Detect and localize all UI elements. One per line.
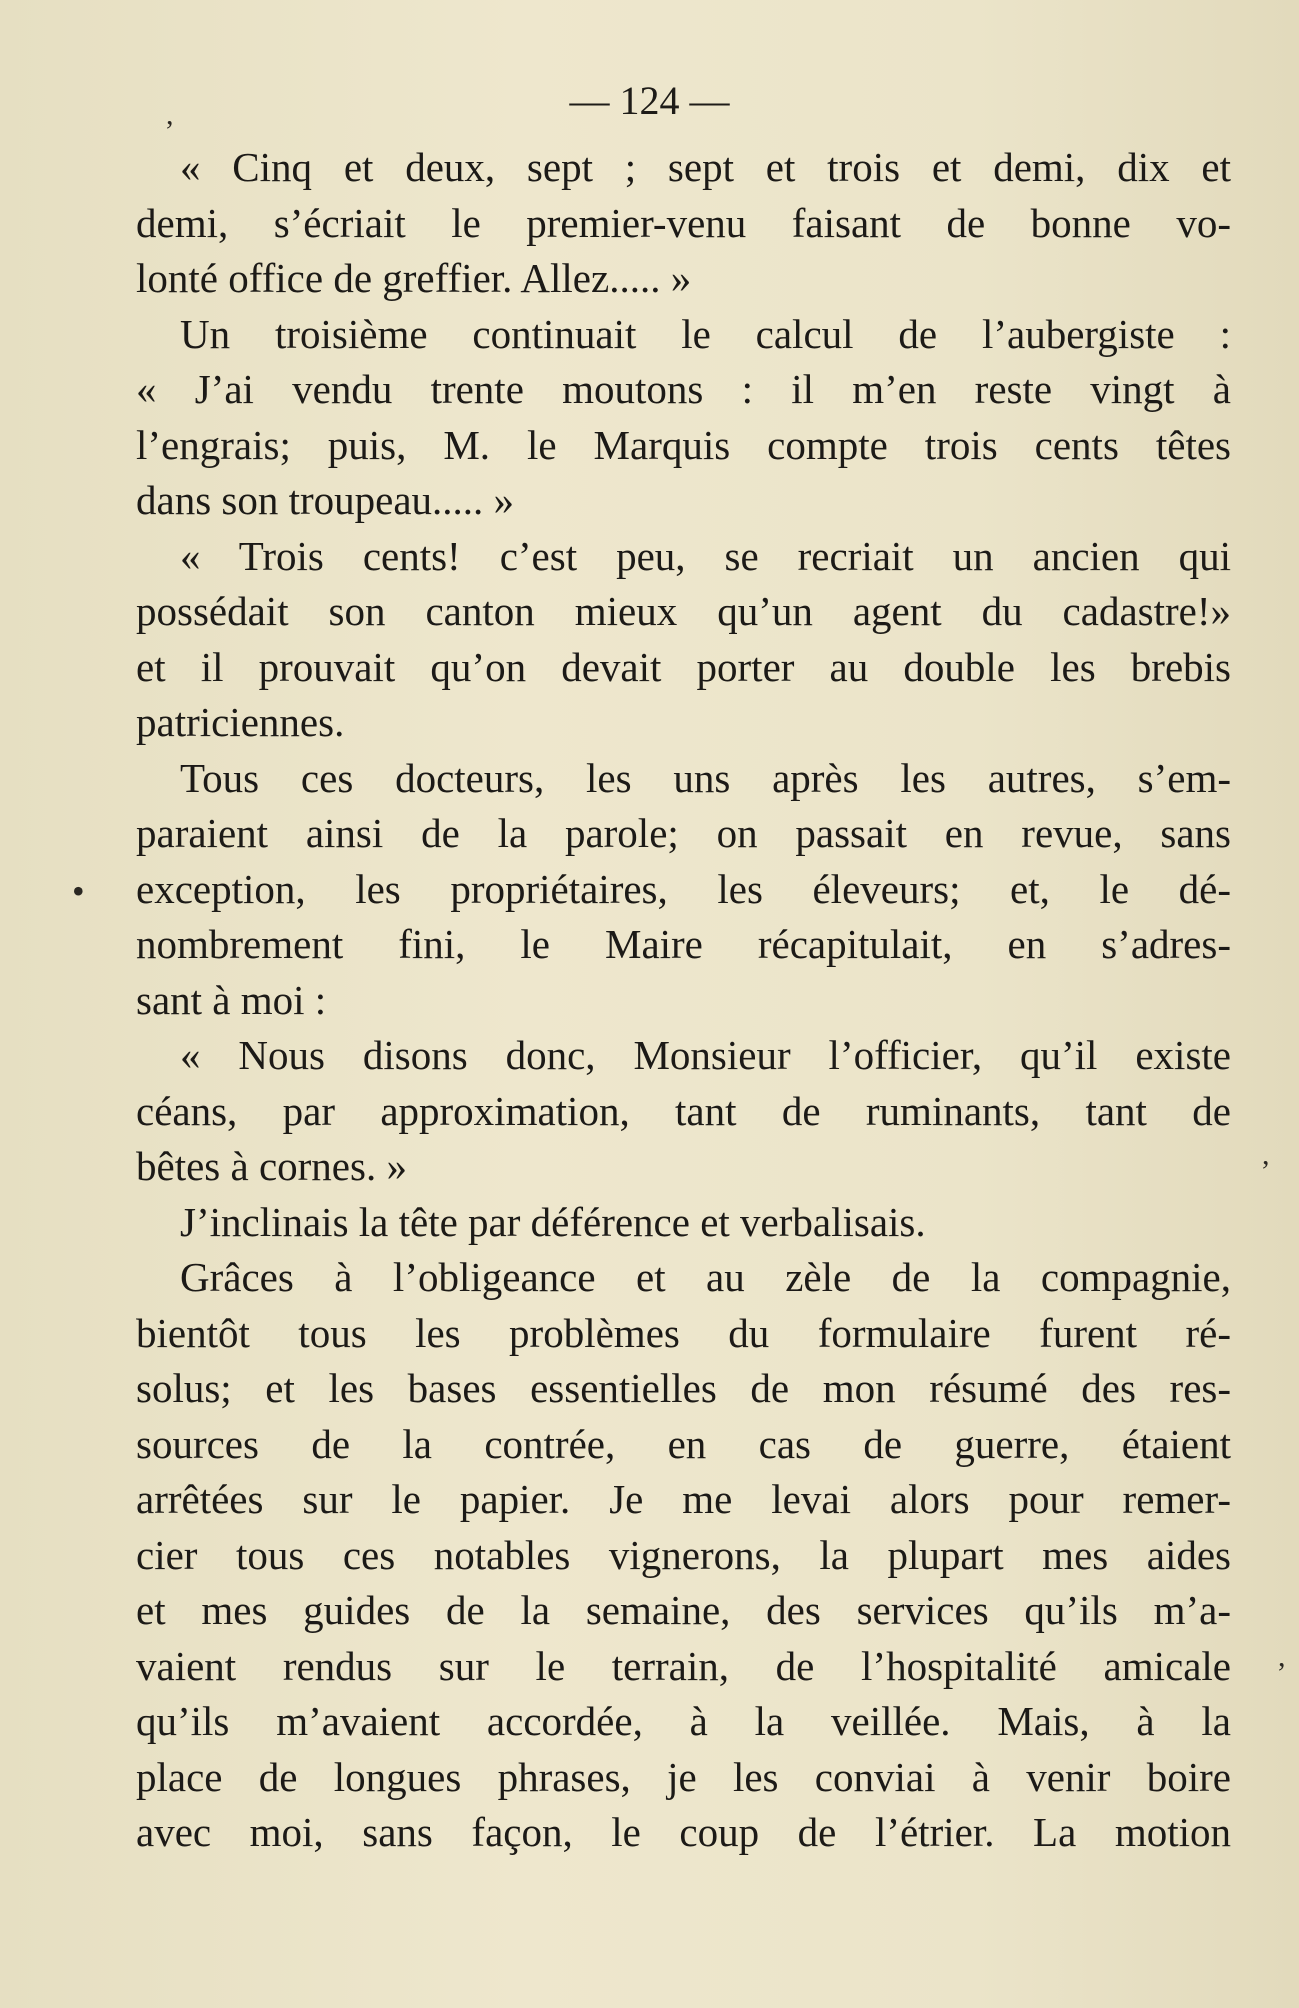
text-line: « Cinq et deux, sept ; sept et trois et demi, dix et	[180, 144, 1231, 190]
text-line: possédait son canton mieux qu’un agent du cadastre!»	[136, 588, 1231, 634]
ink-tick-mark: ,	[1262, 1138, 1270, 1171]
text-line: Un troisième continuait le calcul de l’aubergiste :	[180, 310, 1231, 357]
text-line: J’inclinais la tête par déférence et verbalisais.	[180, 1198, 926, 1245]
text-line: qu’ils m’avaient accordée, à la veillée. Mais, à la	[136, 1698, 1231, 1744]
page-number: — 124 —	[569, 78, 730, 123]
ink-tick-mark-2: ,	[1278, 1640, 1286, 1673]
body-text	[136, 140, 1231, 1861]
text-line: bêtes à cornes. »	[136, 1143, 407, 1189]
text-line: et mes guides de la semaine, des services qu’ils m’a-	[136, 1587, 1231, 1633]
text-line: cier tous ces notables vignerons, la plupart mes aides	[136, 1531, 1231, 1578]
text-line: vaient rendus sur le terrain, de l’hospitalité amicale	[136, 1642, 1231, 1689]
text-line: bientôt tous les problèmes du formulaire furent ré-	[136, 1309, 1231, 1356]
text-line: « Nous disons donc, Monsieur l’officier, qu’il existe	[180, 1032, 1231, 1078]
text-line: céans, par approximation, tant de ruminants, tant de	[136, 1087, 1231, 1134]
text-line: lonté office de greffier. Allez..... »	[136, 255, 692, 301]
text-line: demi, s’écriait le premier-venu faisant de bonne vo-	[136, 199, 1231, 246]
text-line: solus; et les bases essentielles de mon résumé des res-	[136, 1365, 1231, 1411]
text-line: place de longues phrases, je les conviai à venir boire	[136, 1753, 1231, 1800]
text-line: « J’ai vendu trente moutons : il m’en reste vingt à	[136, 366, 1231, 412]
text-line: nombrement fini, le Maire récapitulait, en s’adres-	[136, 921, 1231, 967]
text-line: avec moi, sans façon, le coup de l’étrier. La motion	[136, 1809, 1231, 1855]
text-line: sources de la contrée, en cas de guerre, étaient	[136, 1420, 1231, 1467]
text-line: sant à moi :	[136, 976, 327, 1023]
text-line: Grâces à l’obligeance et au zèle de la compagnie,	[180, 1254, 1231, 1300]
text-line: paraient ainsi de la parole; on passait en revue, sans	[136, 810, 1231, 856]
ink-dot-mark: •	[72, 871, 85, 911]
text-line: et il prouvait qu’on devait porter au double les brebis	[136, 643, 1231, 690]
text-line: arrêtées sur le papier. Je me levai alors pour remer-	[136, 1476, 1231, 1522]
ink-speck-mark: ,	[166, 98, 174, 131]
text-line: dans son troupeau..... »	[136, 477, 515, 523]
text-line: « Trois cents! c’est peu, se recriait un ancien qui	[180, 532, 1231, 579]
text-line: patriciennes.	[136, 699, 345, 745]
text-line: exception, les propriétaires, les éleveurs; et, le dé-	[136, 865, 1231, 912]
text-line: Tous ces docteurs, les uns après les autres, s’em-	[180, 754, 1231, 801]
text-line: l’engrais; puis, M. le Marquis compte trois cents têtes	[136, 421, 1231, 468]
